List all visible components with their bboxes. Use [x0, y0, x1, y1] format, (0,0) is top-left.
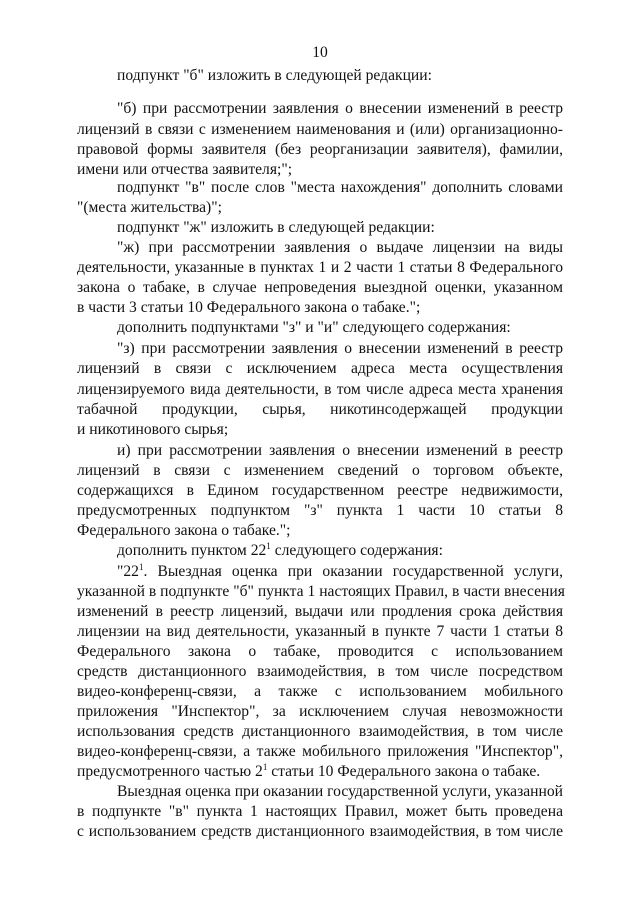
text-line: видео-конференц-связи, а также мобильного приложения "Инспектор",	[77, 743, 563, 760]
text-line: и) при рассмотрении заявления о внесении изменений в реестр	[117, 442, 563, 459]
text-line: подпункт "в" после слов "места нахождения" дополнить словами	[117, 179, 563, 196]
text-line: в подпункте "в" пункта 1 настоящих Правил, может быть проведена	[77, 803, 563, 820]
text-line: "б) при рассмотрении заявления о внесении изменений в реестр	[117, 100, 563, 117]
text-line: предусмотренного частью $2^1$ статьи 10 Федерального закона о табаке.	[77, 762, 541, 780]
text-line: "$22^1$. Выездная оценка при оказании государственной услуги,	[117, 562, 563, 580]
text-line: указанной в подпункте "б" пункта 1 настоящих Правил, в части внесения	[77, 583, 565, 600]
text-line: Выездная оценка при оказании государственной услуги, указанной	[117, 783, 564, 800]
text-line: табачной продукции, сырья, никотинсодержащей продукции	[77, 401, 563, 418]
text-line: изменений в реестр лицензий, выдачи или продления срока действия	[77, 603, 563, 620]
text-line: средств дистанционного взаимодействия, в том числе посредством	[77, 663, 563, 680]
page-number: 10	[312, 44, 328, 61]
text-line: "з) при рассмотрении заявления о внесении изменений в реестр	[117, 340, 563, 357]
text-line: лицензий в связи с исключением адреса места осуществления	[77, 360, 563, 377]
text-line: правовой формы заявителя (без реорганизации заявителя), фамилии,	[77, 141, 563, 158]
text-line: "(места жительства)";	[77, 199, 222, 216]
text-line: содержащихся в Едином государственном реестре недвижимости,	[77, 482, 563, 499]
text-line: "ж) при рассмотрении заявления о выдаче лицензии на виды	[117, 239, 563, 256]
text-line: Федерального закона о табаке, проводится с использованием	[77, 643, 563, 660]
text-line: дополнить подпунктами "з" и "и" следующего содержания:	[117, 319, 511, 336]
text-line: с использованием средств дистанционного взаимодействия, в том числе	[77, 823, 563, 840]
text-line: дополнить пунктом $22^1$ следующего содержания:	[117, 541, 443, 559]
text-line: в части 3 статьи 10 Федерального закона о табаке.";	[77, 299, 421, 316]
text-line: лицензий в связи с изменением наименования и (или) организационно-	[77, 121, 563, 138]
text-line: Федерального закона о табаке.";	[77, 522, 291, 539]
text-line: приложения "Инспектор", за исключением случая невозможности	[77, 703, 563, 720]
text-line: лицензируемого вида деятельности, в том числе адреса места хранения	[77, 381, 563, 398]
text-line: подпункт "ж" изложить в следующей редакции:	[117, 219, 435, 236]
text-line: и никотинового сырья;	[77, 421, 229, 438]
text-line: закона о табаке, в случае непроведения выездной оценки, указанном	[77, 279, 563, 296]
text-line: деятельности, указанные в пунктах 1 и 2 части 1 статьи 8 Федерального	[77, 259, 563, 276]
text-line: имени или отчества заявителя;";	[77, 161, 293, 178]
text-line: лицензии на вид деятельности, указанный в пункте 7 части 1 статьи 8	[77, 623, 563, 640]
text-line: лицензий в связи с изменением сведений о торговом объекте,	[77, 462, 563, 479]
text-line: подпункт "б" изложить в следующей редакции:	[117, 67, 432, 84]
text-line: использования средств дистанционного взаимодействия, в том числе	[77, 723, 563, 740]
text-line: предусмотренных подпунктом "з" пункта 1 части 10 статьи 8	[77, 502, 563, 519]
text-line: видео-конференц-связи, а также с использованием мобильного	[77, 683, 563, 700]
